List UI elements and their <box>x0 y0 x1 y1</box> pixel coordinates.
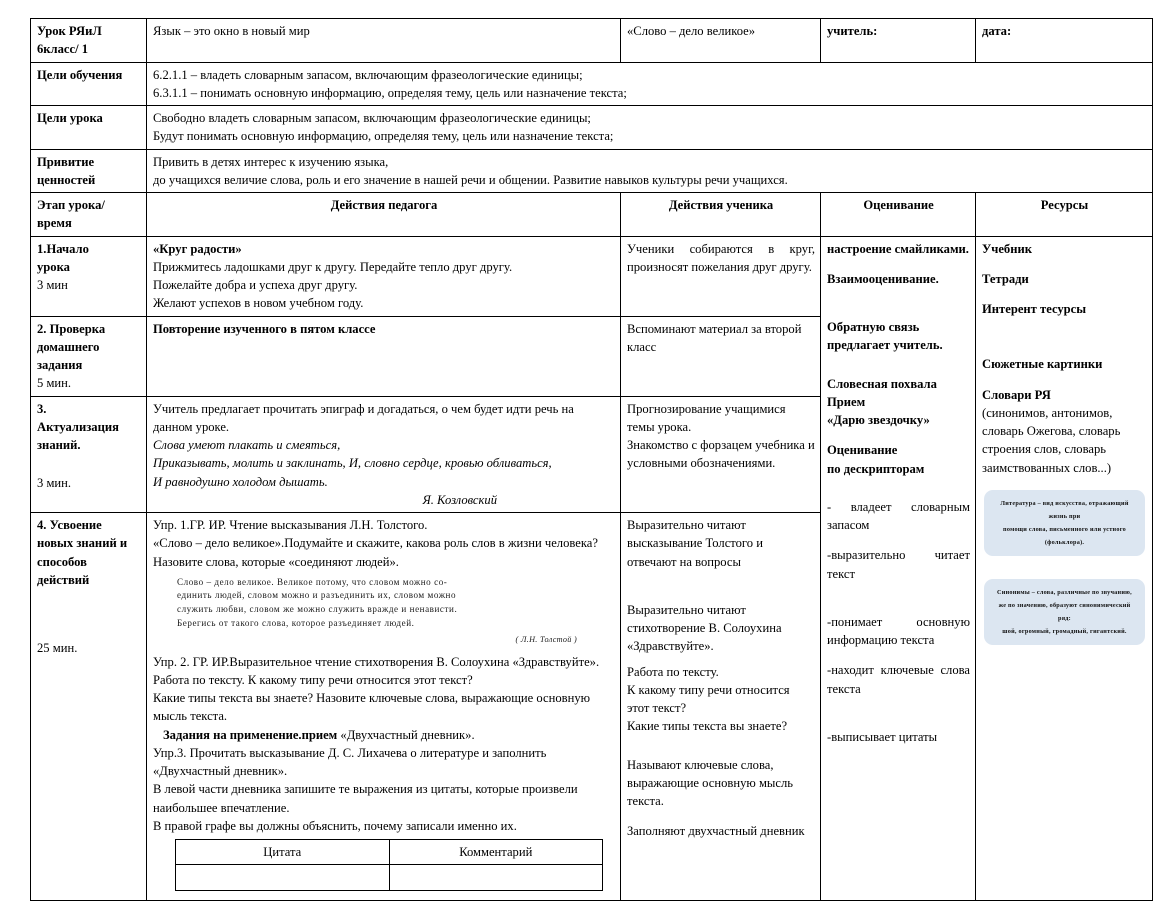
stage-teacher-actions-cell <box>147 236 621 316</box>
learning-objectives-label: Цели обучения <box>37 67 123 82</box>
values-label-cell <box>31 149 147 193</box>
teacher-activity-line: Упр.3. Прочитать высказывание Д. С. Лихачева о литературе и заполнить «Двухчастный дневник». <box>153 745 547 779</box>
stage-name-cell <box>31 396 147 513</box>
stage-time: 3 мин. <box>37 476 72 491</box>
tolstoy-quote-line: единить людей, словом можно и разъединить их, словом можно <box>177 590 457 601</box>
resource-snippet-literature <box>984 490 1145 556</box>
assessment-item: Оценивание <box>827 443 898 458</box>
assessment-item: настроение смайликами. <box>827 241 969 256</box>
teacher-activity-line: Работа по тексту. К какому типу речи относится этот текст? <box>153 672 473 687</box>
stage-name-line: знаний. <box>37 438 81 452</box>
assessment-descriptor: -понимает основную информацию текста <box>827 614 970 647</box>
stage-teacher-actions-cell <box>147 316 621 396</box>
snippet-line: же по значению, образуют синонимический ряд: <box>998 601 1131 622</box>
assessment-column-cell <box>821 236 976 900</box>
stage-time: 25 мин. <box>37 641 78 655</box>
stage-name-line: 4. Усвоение <box>37 518 102 532</box>
learning-objectives-row <box>31 62 1153 106</box>
column-header-resources: Ресурсы <box>976 193 1153 237</box>
teacher-activity-line: Пожелайте добра и успеха друг другу. <box>153 278 358 292</box>
tolstoy-quote-attribution: ( Л.Н. Толстой ) <box>515 635 577 645</box>
tolstoy-quote-line: Берегись от такого слова, которое разъединяет людей. <box>177 617 415 628</box>
teacher-activity-line: Желают успехов в новом учебном году. <box>153 296 364 311</box>
snippet-line: шой, огромный, громадный, гигантский. <box>1002 627 1127 635</box>
stage-time: 3 мин <box>37 278 68 292</box>
teacher-activity-line: В левой части дневника запишите те выражения из цитаты, которые произвели наибольшее впечатление. <box>153 782 578 815</box>
column-header-row <box>31 193 1153 237</box>
lesson-label: Урок РЯиЛ <box>37 24 102 38</box>
student-activity-line: Ученики собираются в круг, произносят пожелания друг другу. <box>627 241 815 274</box>
diary-header-comment: Комментарий <box>389 840 603 865</box>
epigraph-line: Приказывать, молить и заклинать, И, словно сердце, кровью обливаться, <box>153 456 552 471</box>
teacher-activity-line: Упр. 2. ГР. ИР.Выразительное чтение стихотворения В. Солоухина «Здравствуйте». <box>153 654 600 669</box>
tolstoy-quote-image <box>177 576 597 647</box>
diary-header-quote: Цитата <box>176 840 390 865</box>
stage-teacher-actions-cell <box>147 513 621 901</box>
diary-cell-quote[interactable] <box>176 865 390 890</box>
stage-name-line: новых знаний и <box>37 536 128 551</box>
teacher-activity-title: «Круг радости» <box>153 241 242 256</box>
stage-name-cell <box>31 236 147 316</box>
teacher-task-label: Задания на применение.прием <box>163 727 338 742</box>
resource-item: Интерент тесурсы <box>982 302 1087 316</box>
resource-item: Тетради <box>982 271 1029 286</box>
student-activity-line: Знакомство с форзацем учебника и условными обозначениями. <box>627 438 815 471</box>
epigraph-line: И равнодушно холодом дышать. <box>153 474 328 489</box>
teacher-activity-line: В правой графе вы должны объяснить, почему записали именно их. <box>153 818 517 833</box>
lesson-theme: Язык – это окно в новый мир <box>153 24 310 38</box>
lesson-theme-cell <box>147 19 621 63</box>
teacher-cell <box>821 19 976 63</box>
lesson-objectives-label: Цели урока <box>37 111 103 125</box>
student-activity-line: Работа по тексту. <box>627 664 719 679</box>
column-header-teacher-actions: Действия педагога <box>147 193 621 237</box>
student-activity-line: Выразительно читают стихотворение В. Солоухина «Здравствуйте». <box>627 602 782 654</box>
learning-objectives-content <box>147 62 1153 106</box>
values-content <box>147 149 1153 193</box>
assessment-descriptor: - владеет словарным запасом <box>827 499 970 532</box>
values-row <box>31 149 1153 193</box>
column-header-student-actions: Действия ученика <box>621 193 821 237</box>
resource-item: Словари РЯ <box>982 387 1051 402</box>
teacher-activity-line: Какие типы текста вы знаете? Назовите ключевые слова, выражающие основную мысль текста. <box>153 691 591 724</box>
stage-row-1 <box>31 236 1153 316</box>
assessment-item: Обратную связь предлагает учитель. <box>827 320 943 353</box>
snippet-line: помощи слова, письменного или устного (фольклора). <box>1003 525 1126 546</box>
student-activity-line: Какие типы текста вы знаете? <box>627 719 788 734</box>
lesson-id-cell <box>31 19 147 63</box>
diary-cell-comment[interactable] <box>389 865 603 890</box>
tolstoy-quote-line: Слово – дело великое. Великое потому, что словом можно со- <box>177 576 448 587</box>
values-line: до учащихся величие слова, роль и его значение в нашей речи и общении. Развитие навыков культуры речи учащихся. <box>153 172 788 187</box>
teacher-activity-title: Повторение изученного в пятом классе <box>153 321 376 336</box>
epigraph-line: Слова умеют плакать и смеяться, <box>153 438 341 452</box>
lesson-objectives-content <box>147 106 1153 150</box>
snippet-line: Синонимы – слова, различные по звучанию, <box>997 588 1132 596</box>
stage-name-cell <box>31 513 147 901</box>
assessment-descriptor: -находит ключевые слова текста <box>827 663 970 696</box>
stage-name-line: домашнего <box>37 339 100 354</box>
lesson-objectives-row <box>31 106 1153 150</box>
stage-time: 5 мин. <box>37 376 72 391</box>
learning-objectives-label-cell <box>31 62 147 106</box>
lesson-objectives-label-cell <box>31 106 147 150</box>
assessment-item: по дескрипторам <box>827 461 925 476</box>
teacher-activity-line: «Слово – дело великое».Подумайте и скажите, какова роль слов в жизни человека? Назовите слова, которые «соединяют людей». <box>153 536 598 569</box>
student-activity-line: Заполняют двухчастный дневник <box>627 824 805 839</box>
stage-student-actions-cell <box>621 316 821 396</box>
date-cell <box>976 19 1153 63</box>
stage-student-actions-cell <box>621 236 821 316</box>
objective-line: 6.3.1.1 – понимать основную информацию, определяя тему, цель или назначение текста; <box>153 85 627 100</box>
assessment-item: «Дарю звездочку» <box>827 413 930 427</box>
header-row <box>31 19 1153 63</box>
column-header-stage <box>31 193 147 237</box>
values-line: Привить в детях интерес к изучению языка, <box>153 154 389 169</box>
stage-name-line: урока <box>37 259 70 274</box>
resources-column-cell <box>976 236 1153 900</box>
epigraph-author: Я. Козловский <box>422 492 497 507</box>
student-activity-line: Прогнозирование учащимися темы урока. <box>627 401 786 434</box>
date-label: дата: <box>982 24 1012 38</box>
student-activity-line: Вспоминают материал за второй класс <box>627 321 802 354</box>
assessment-descriptor: -выписывает цитаты <box>827 729 938 744</box>
teacher-activity-line: Прижмитесь ладошками друг к другу. Передайте тепло друг другу. <box>153 259 513 274</box>
stage-name-line: задания <box>37 358 83 372</box>
diary-header-row <box>176 840 603 865</box>
stage-name-line: способов <box>37 554 87 569</box>
teacher-label: учитель: <box>827 24 878 38</box>
snippet-line: Литература – вид искусства, отражающий жизнь при <box>1000 499 1129 520</box>
stage-student-actions-cell <box>621 396 821 513</box>
assessment-item: Прием <box>827 394 866 409</box>
stage-name-line: 1.Начало <box>37 241 89 256</box>
student-activity-line: К какому типу речи относится этот текст? <box>627 682 790 715</box>
stage-name-line: Актуализация <box>37 419 119 434</box>
student-activity-line: Выразительно читают высказывание Толстого и отвечают на вопросы <box>627 518 763 569</box>
values-label: Привитие ценностей <box>37 154 96 187</box>
column-header-assessment: Оценивание <box>821 193 976 237</box>
teacher-activity-line: Упр. 1.ГР. ИР. Чтение высказывания Л.Н. Толстого. <box>153 518 428 532</box>
objective-line: Свободно владеть словарным запасом, включающим фразеологические единицы; <box>153 111 591 125</box>
lesson-plan-table <box>30 18 1153 901</box>
stage-student-actions-cell <box>621 513 821 901</box>
column-header-stage-line1: Этап урока/ <box>37 198 105 212</box>
stage-name-cell <box>31 316 147 396</box>
lesson-quote-cell <box>621 19 821 63</box>
lesson-quote-theme: «Слово – дело великое» <box>627 24 756 38</box>
assessment-item: Взаимооценивание. <box>827 271 939 286</box>
resource-item: Учебник <box>982 241 1032 256</box>
objective-line: Будут понимать основную информацию, определяя тему, цель или назначение текста; <box>153 129 614 144</box>
teacher-activity-line: Учитель предлагает прочитать эпиграф и догадаться, о чем будет идти речь на данном уроке. <box>153 401 574 434</box>
assessment-item: Словесная похвала <box>827 376 937 391</box>
tolstoy-quote-line: служить любви, словом же можно служить вражде и ненависти. <box>177 604 458 615</box>
assessment-descriptor: -выразительно читает текст <box>827 548 970 581</box>
resource-snippet-synonyms <box>984 579 1145 645</box>
two-part-diary-table <box>175 839 603 891</box>
resource-item: Сюжетные картинки <box>982 357 1103 372</box>
stage-name-line: 3. <box>37 401 47 416</box>
column-header-stage-line2: время <box>37 216 72 231</box>
stage-teacher-actions-cell <box>147 396 621 513</box>
lesson-class: 6класс/ 1 <box>37 42 89 57</box>
stage-name-line: действий <box>37 572 90 587</box>
resource-dictionaries-note: (синонимов, антонимов, словарь Ожегова, словарь строения слов, словарь заимствованных слов...) <box>982 405 1121 475</box>
objective-line: 6.2.1.1 – владеть словарным запасом, включающим фразеологические единицы; <box>153 67 583 82</box>
teacher-task-rest: «Двухчастный дневник». <box>337 727 475 742</box>
stage-name-line: 2. Проверка <box>37 321 106 336</box>
diary-empty-row <box>176 865 603 890</box>
student-activity-line: Называют ключевые слова, выражающие основную мысль текста. <box>627 757 793 808</box>
